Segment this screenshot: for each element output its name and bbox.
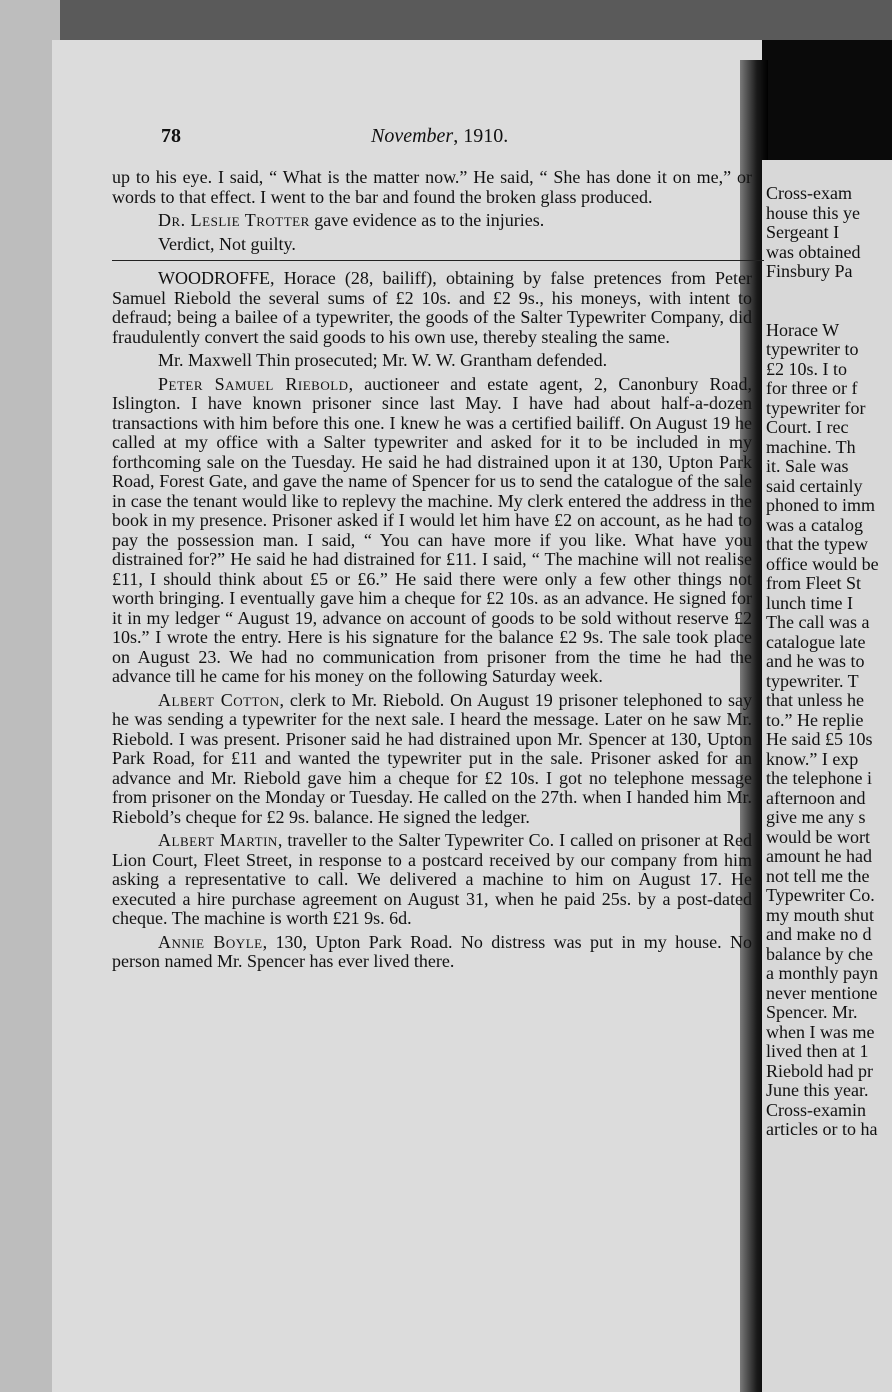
right-page-line: articles or to ha bbox=[766, 1119, 878, 1139]
right-page-line: that unless he bbox=[766, 690, 864, 710]
paragraph-testimony-cotton: Albert Cotton, clerk to Mr. Riebold. On August 19 prisoner telephoned to say he was sending a typewriter for the next sale. I heard the message. Later on he saw Mr. Riebold. I was present. Prisoner said he had distrained upon Mr. Spencer at 130, Upton Park Road, for £11 and wanted the typewriter put in the sale. Prisoner asked for an advance and Mr. Riebold gave him a cheque for £2 10s. I got no telephone message from prisoner on the Monday or Tuesday. He called on the 27th. when I handed him Mr. Riebold’s cheque for £2 9s. balance. He signed the ledger. bbox=[112, 689, 753, 827]
right-page-line: Sergeant I bbox=[766, 222, 840, 242]
right-page-line: was obtained bbox=[766, 241, 861, 262]
paragraph-indictment: WOODROFFE, Horace (28, bailiff), obtaining by false pretences from Peter Samuel Riebold the several sums of £2 10s. and £2 9s., his moneys, with intent to defraud; being a bailee of a typewriter, the goods of the Salter Typewriter Company, did fraudulently convert the said goods to his own use, thereby stealing the same. bbox=[112, 268, 752, 347]
right-page-line: and make no d bbox=[766, 924, 872, 944]
right-page-line: Cross-exam bbox=[766, 183, 852, 203]
running-title-year: , 1910. bbox=[453, 125, 509, 147]
page-header bbox=[161, 125, 721, 155]
paragraph-medical-evidence: Dr. Leslie Trotter gave evidence as to the injuries. bbox=[158, 210, 545, 230]
right-page-line: was a catalog bbox=[766, 514, 863, 535]
right-page-line: know.” I exp bbox=[766, 748, 859, 769]
right-page-line: June this year. bbox=[766, 1080, 869, 1100]
paragraph-testimony-boyle: Annie Boyle, 130, Upton Park Road. No distress was put in my house. No person named Mr. Spencer has ever lived there. bbox=[112, 931, 752, 971]
scan-left-edge bbox=[0, 0, 60, 1392]
scan-top-border bbox=[0, 0, 892, 40]
witness-name: Annie Boyle bbox=[158, 931, 263, 952]
right-page-line bbox=[762, 282, 892, 302]
right-page-line bbox=[762, 301, 892, 321]
right-page-line: lived then at 1 bbox=[766, 1041, 869, 1061]
right-page-line: catalogue late bbox=[766, 631, 866, 652]
right-page-line: typewriter. T bbox=[766, 670, 859, 691]
right-page-line: typewriter to bbox=[766, 339, 859, 359]
right-page-line: Riebold had pr bbox=[766, 1060, 873, 1081]
paragraph-testimony-martin: Albert Martin, traveller to the Salter Typewriter Co. I called on prisoner at Red Lion Court, Fleet Street, in response to a postcard received by our company from him asking a representative to call. We delivered a machine to him on August 17. He executed a hire purchase agreement on August 31, when he paid 25s. by a post-dated cheque. The machine is worth £21 9s. 6d. bbox=[112, 830, 752, 928]
paragraph-counsel: Mr. Maxwell Thin prosecuted; Mr. W. W. Grantham defended. bbox=[158, 350, 608, 370]
right-page-line: and he was to bbox=[766, 651, 865, 671]
right-page-line: it. Sale was bbox=[766, 456, 849, 476]
witness-name: Albert Cotton bbox=[158, 689, 280, 710]
right-page-line: the telephone i bbox=[766, 768, 872, 788]
right-page-line: phoned to imm bbox=[766, 495, 875, 515]
section-divider bbox=[112, 260, 764, 261]
right-page-line: a monthly payn bbox=[766, 963, 878, 983]
witness-name: Albert Martin bbox=[158, 830, 278, 850]
witness-name: Peter Samuel Riebold bbox=[158, 373, 349, 394]
right-page-line: Finsbury Pa bbox=[766, 261, 853, 281]
right-page-line: house this ye bbox=[766, 202, 860, 223]
right-page-line: Spencer. Mr. bbox=[766, 1002, 858, 1022]
right-page-line: never mentione bbox=[766, 982, 878, 1003]
right-page-line: balance by che bbox=[766, 943, 873, 964]
right-page-line: from Fleet St bbox=[766, 573, 861, 593]
right-page-line: typewriter for bbox=[766, 397, 866, 418]
right-page-line: machine. Th bbox=[766, 436, 856, 457]
witness-name: Dr. Leslie Trotter bbox=[158, 210, 310, 230]
right-page-line: Cross-examin bbox=[766, 1099, 866, 1120]
right-page-line: Typewriter Co. bbox=[766, 885, 875, 905]
running-title-month: November bbox=[371, 125, 454, 147]
paragraph-verdict: Verdict, Not guilty. bbox=[158, 233, 296, 254]
right-page-line: to.” He replie bbox=[766, 709, 864, 730]
right-page-line: office would be bbox=[766, 553, 879, 574]
paragraph-testimony-riebold: Peter Samuel Riebold, auctioneer and estate agent, 2, Canonbury Road, Islington. I have known prisoner since last May. I have had about half-a-dozen transactions with him before this one. I knew he was a certified bailiff. On August 19 he called at my office with a Salter typewriter and asked for it to be included in my forthcoming sale on the Tuesday. He said he had distrained upon it at 130, Upton Park Road, Forest Gate, and gave the name of Spencer for us to send the catalogue of the sale in case the tenant would like to replevy the machine. My clerk entered the address in the book in my presence. Prisoner asked if I would let him have £2 on account, as he had to pay the possession man. I said, “ You can have more if you like. What have you distrained for?” He said he had distrained for £11. I said, “ The machine will not realise £11, I should think about £5 or £6.” He said there were only a few other things not worth bringing. I eventually gave him a cheque for £2 10s. as an advance. He signed for it in my ledger “ August 19, advance on account of goods to be sold without reserve £2 10s.” I wrote the entry. Here is his signature for the balance £2 9s. The sale took place on August 23. We had no communication from prisoner from the time he had the advance till he came for his money on the following Saturday week. bbox=[112, 373, 752, 686]
right-page-line: amount he had bbox=[766, 846, 872, 866]
right-page-line: Court. I rec bbox=[766, 417, 849, 437]
page-number: 78 bbox=[161, 125, 181, 147]
right-page-line: Horace W bbox=[766, 319, 840, 340]
right-page-line: when I was me bbox=[766, 1021, 875, 1042]
right-page-line: £2 10s. I to bbox=[766, 358, 847, 379]
right-page-line: afternoon and bbox=[766, 787, 866, 808]
right-page-line: lunch time I bbox=[766, 592, 853, 613]
right-page-line: that the typew bbox=[766, 534, 868, 554]
right-page-line: would be wort bbox=[766, 826, 870, 847]
right-page-line: He said £5 10s bbox=[766, 729, 873, 749]
right-page-line: The call was a bbox=[766, 612, 870, 632]
right-page-line: give me any s bbox=[766, 807, 866, 827]
page-body bbox=[112, 168, 752, 976]
running-title bbox=[371, 125, 508, 148]
right-page-line: for three or f bbox=[766, 378, 858, 398]
right-page-line: my mouth shut bbox=[766, 904, 875, 925]
paragraph-continuation: up to his eye. I said, “ What is the matter now.” He said, “ She has done it on me,” or words to that effect. I went to the bar and found the broken glass produced. bbox=[112, 167, 752, 207]
right-page-line: not tell me the bbox=[766, 865, 870, 886]
right-page-line: said certainly bbox=[766, 475, 863, 496]
right-page bbox=[762, 160, 892, 1392]
right-page-column bbox=[762, 160, 892, 1140]
